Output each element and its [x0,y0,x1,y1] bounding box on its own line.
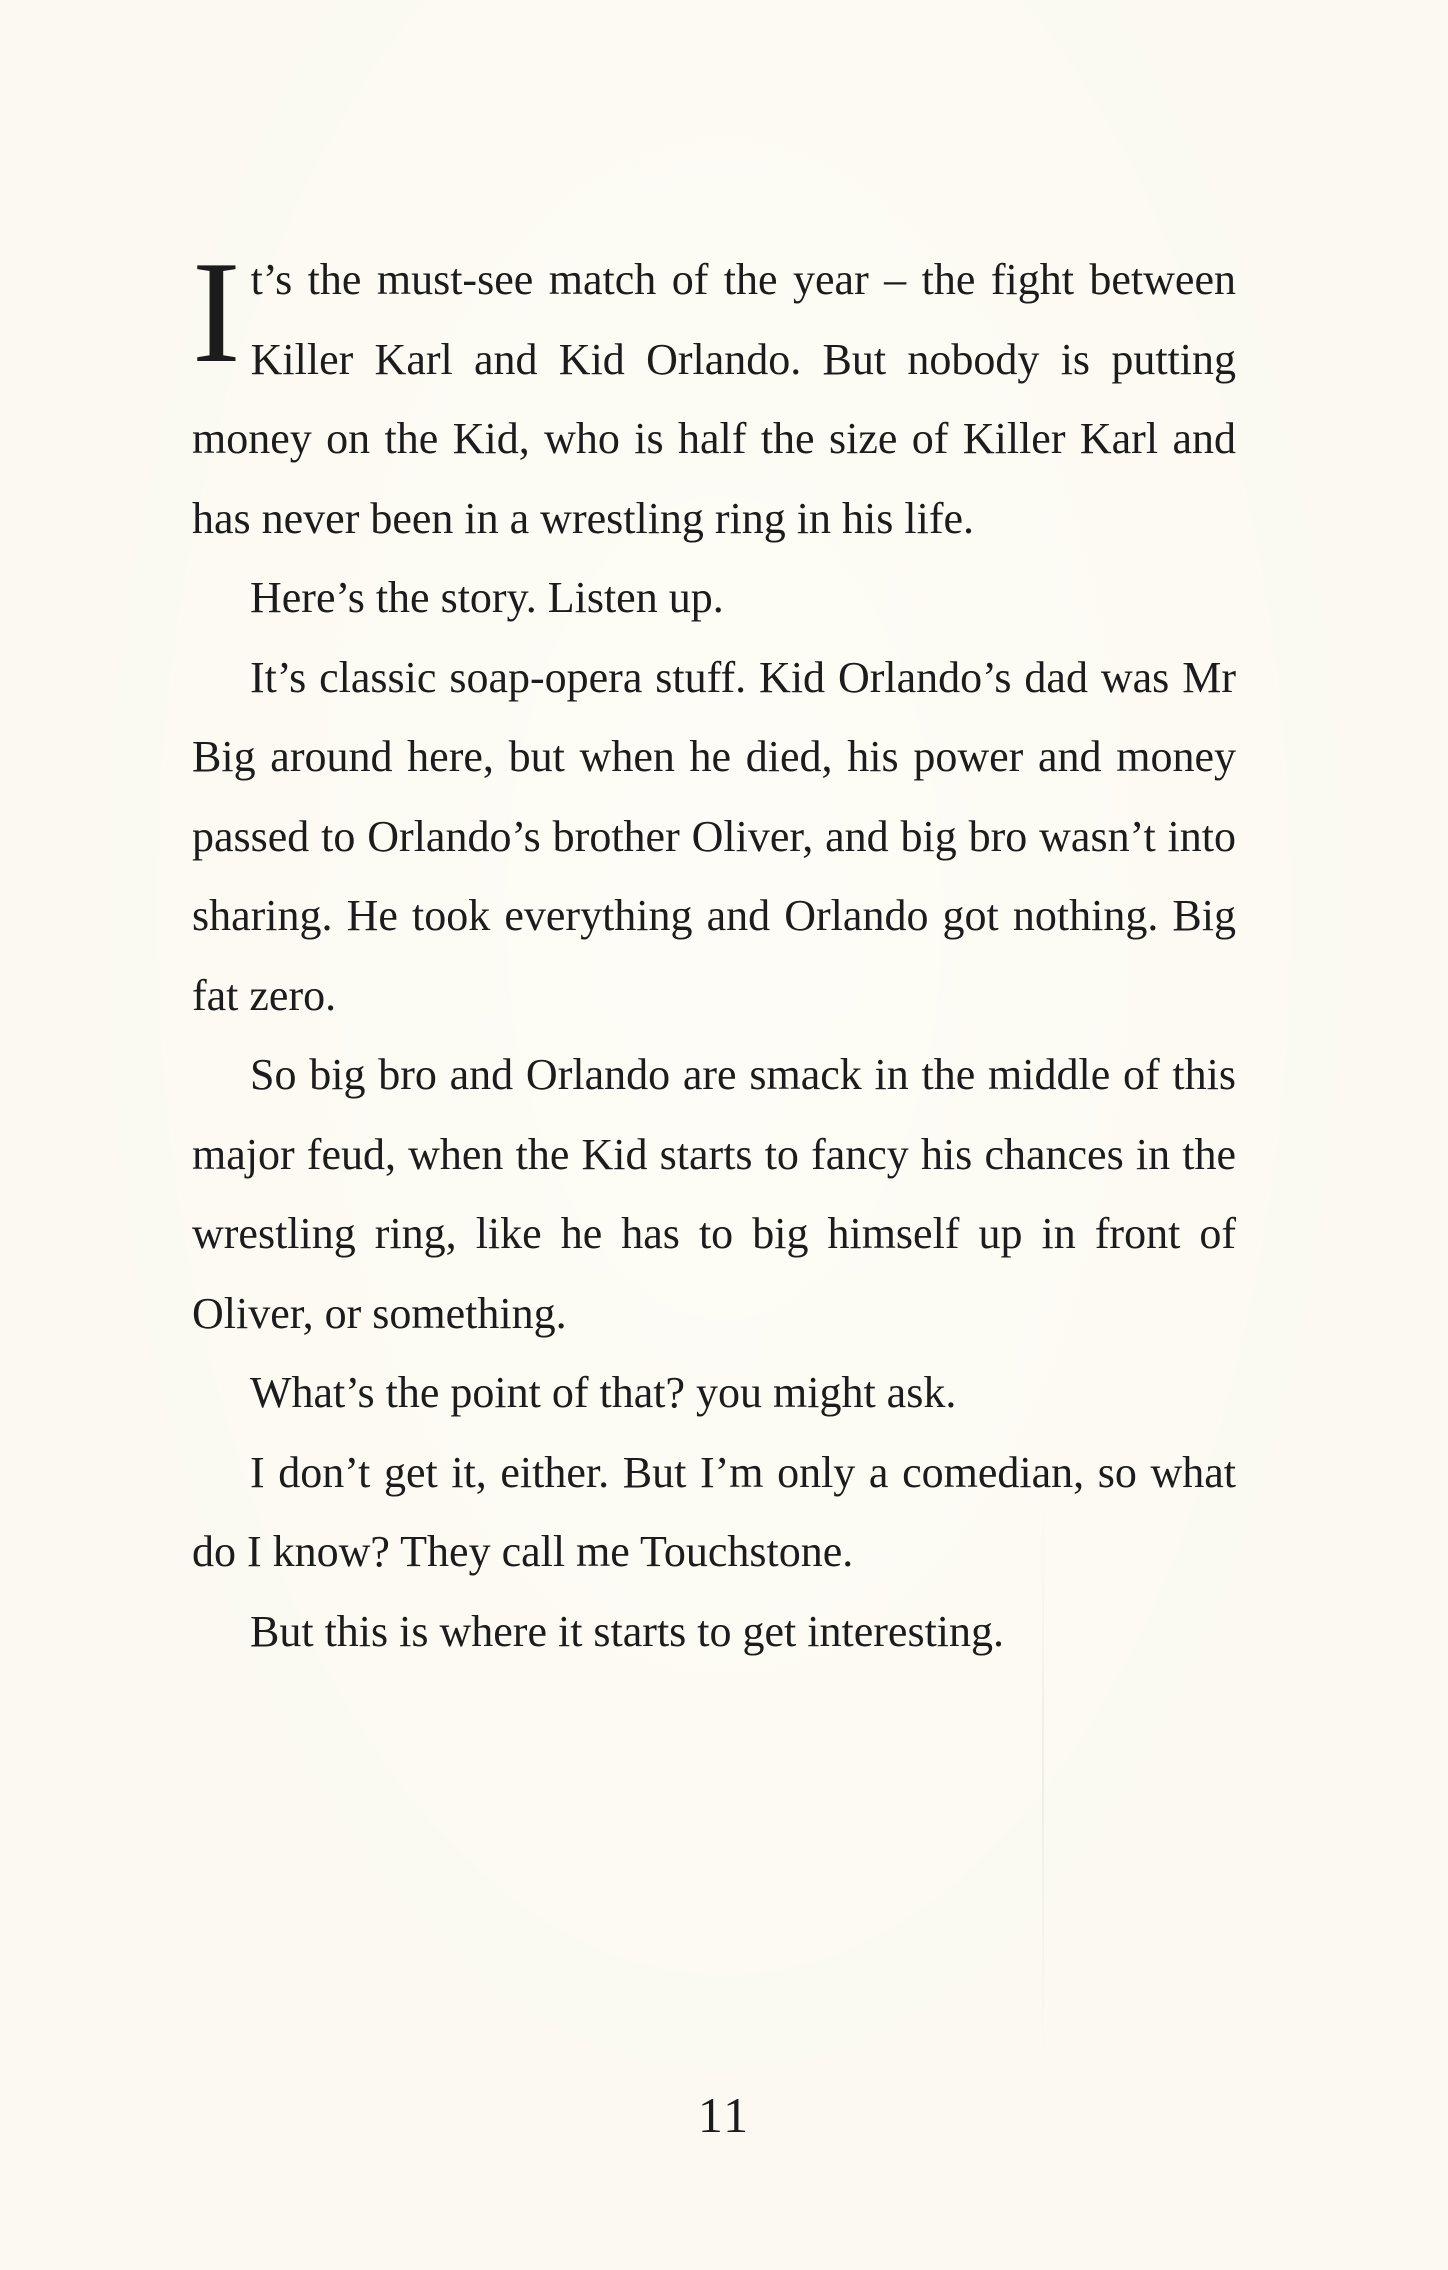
paragraph-1 [192,231,1236,558]
paragraph-6: I don’t get it, either. But I’m only a comedian, so what do I know? They call me Touchstone. [192,1447,1236,1576]
paragraph-5: What’s the point of that? you might ask. [250,1368,957,1417]
drop-cap: I [192,231,241,393]
paragraph-1-text: t’s the must-see match of the year – the fight between Killer Karl and Kid Orlando. But nobody is putting money on the Kid, who is half the size of Killer Karl and has never been in a wrestling ring in his life. [192,255,1236,543]
paragraph-4: So big bro and Orlando are smack in the middle of this major feud, when the Kid starts to fancy his chances in the wrestling ring, like he has to big himself up in front of Oliver, or something. [192,1050,1236,1338]
page-number: 11 [697,2087,751,2143]
paragraph-7: But this is where it starts to get interesting. [250,1606,1005,1656]
body-text [192,231,1236,1671]
paragraph-2: Here’s the story. Listen up. [250,573,724,622]
paragraph-3: It’s classic soap-opera stuff. Kid Orlando’s dad was Mr Big around here, but when he died, his power and money passed to Orlando’s brother Oliver, and big bro wasn’t into sharing. He took everything and Orlando got nothing. Big fat zero. [192,652,1236,1020]
